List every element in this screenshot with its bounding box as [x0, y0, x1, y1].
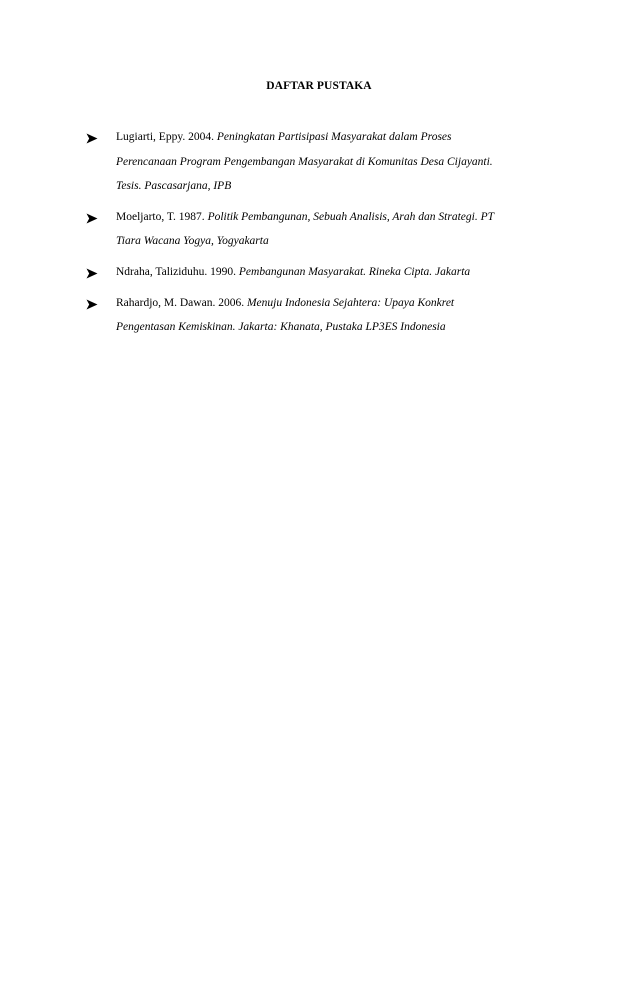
reference-title: Peningkatan Partisipasi Masyarakat dalam Proses	[216, 131, 452, 143]
reference-author-year: Lugiarti, Eppy. 2004.	[116, 131, 217, 143]
reference-line	[116, 260, 556, 285]
reference-author-year: Moeljarto, T. 1987.	[116, 210, 208, 223]
reference-list	[86, 125, 556, 346]
reference-item	[86, 125, 556, 199]
reference-line	[116, 229, 556, 254]
reference-title: Menuju Indonesia Sejahtera: Upaya Konkret	[246, 296, 455, 309]
reference-title: Pengentasan Kemiskinan. Jakarta: Khanata, Pustaka LP3ES Indonesia	[116, 321, 446, 334]
arrowhead-bullet-icon	[86, 299, 98, 310]
reference-item	[86, 205, 556, 254]
reference-title: Perencanaan Program Pengembangan Masyarakat di Komunitas Desa Cijayanti.	[116, 155, 493, 168]
reference-item	[86, 260, 556, 285]
reference-title: Tesis. Pascasarjana, IPB	[116, 180, 232, 193]
reference-title: Tiara Wacana Yogya, Yogyakarta	[116, 235, 269, 248]
arrowhead-bullet-icon	[86, 268, 98, 279]
reference-line	[116, 174, 556, 199]
arrowhead-bullet-icon	[86, 133, 98, 144]
reference-item	[86, 291, 556, 340]
reference-line	[116, 125, 556, 150]
reference-line	[116, 205, 556, 230]
reference-line	[116, 315, 556, 340]
arrowhead-bullet-icon	[86, 213, 98, 224]
reference-title: Pembangunan Masyarakat. Rineka Cipta. Jakarta	[238, 265, 471, 278]
reference-author-year: Ndraha, Taliziduhu. 1990.	[116, 265, 239, 278]
page-title: DAFTAR PUSTAKA	[266, 80, 372, 92]
reference-title: Politik Pembangunan, Sebuah Analisis, Arah dan Strategi. PT	[207, 210, 494, 223]
reference-line	[116, 291, 556, 316]
reference-line	[116, 150, 556, 175]
reference-author-year: Rahardjo, M. Dawan. 2006.	[116, 296, 247, 309]
